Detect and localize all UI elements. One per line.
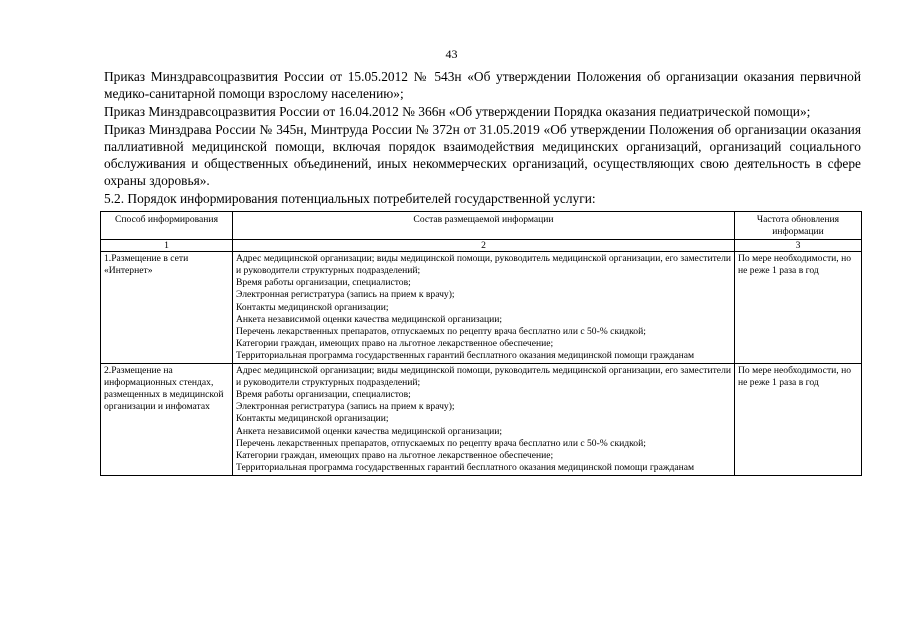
- content-line: Электронная регистратура (запись на прием к врачу);: [236, 401, 455, 413]
- content-line: Контакты медицинской организации;: [236, 413, 389, 425]
- paragraph-order-345n: Приказ Минздрава России № 345н, Минтруда России № 372н от 31.05.2019 «Об утверждении Положения об организации оказания паллиативной медицинской помощи, включая порядок взаимодействия медицинских организаций, организаций социального обслуживания и общественных объединений, иных некоммерческих организаций, осуществляющих свою деятельность в сфере охраны здоровья».: [104, 121, 861, 189]
- frequency-cell: По мере необходимости, но не реже 1 раза в год: [735, 252, 862, 364]
- table-row: [101, 364, 862, 476]
- paragraph-order-366n: Приказ Минздравсоцразвития России от 16.04.2012 № 366н «Об утверждении Порядка оказания педиатрической помощи»;: [104, 104, 811, 119]
- content-line: Адрес медицинской организации; виды медицинской помощи, руководитель медицинской организации, его заместители и руководители структурных подразделений;: [236, 365, 731, 389]
- table-row: [101, 252, 862, 364]
- section-heading-5-2: 5.2. Порядок информирования потенциальных потребителей государственной услуги:: [104, 191, 596, 207]
- content-line: Территориальная программа государственных гарантий бесплатного оказания медицинской помощи гражданам: [236, 461, 695, 473]
- intro-text: [104, 68, 861, 207]
- header-content: Состав размещаемой информации: [233, 212, 735, 240]
- table-header-row: [101, 212, 862, 240]
- content-line: Анкета независимой оценки качества медицинской организации;: [236, 425, 503, 437]
- column-number: 1: [101, 240, 233, 252]
- content-line: Территориальная программа государственных гарантий бесплатного оказания медицинской помощи гражданам: [236, 349, 695, 361]
- content-line: Контакты медицинской организации;: [236, 301, 389, 313]
- frequency-cell: По мере необходимости, но не реже 1 раза в год: [735, 364, 862, 476]
- content-line: Категории граждан, имеющих право на льготное лекарственное обеспечение;: [236, 449, 554, 461]
- content-line: Электронная регистратура (запись на прием к врачу);: [236, 289, 455, 301]
- content-line: Перечень лекарственных препаратов, отпускаемых по рецепту врача бесплатно или с 50-% скидкой;: [236, 437, 646, 449]
- page-number: 43: [445, 47, 458, 61]
- method-cell: 2.Размещение на информационных стендах, размещенных в медицинской организации и инфоматах: [101, 364, 233, 476]
- header-method: Способ информирования: [101, 212, 233, 240]
- content-line: Время работы организации, специалистов;: [236, 389, 411, 401]
- paragraph-order-543n: Приказ Минздравсоцразвития России от 15.05.2012 № 543н «Об утверждении Положения об организации оказания первичной медико-санитарной помощи взрослому населению»;: [104, 69, 861, 102]
- column-number: 2: [233, 240, 735, 252]
- content-line: Анкета независимой оценки качества медицинской организации;: [236, 313, 503, 325]
- method-cell: 1.Размещение в сети «Интернет»: [101, 252, 233, 364]
- content-line: Категории граждан, имеющих право на льготное лекарственное обеспечение;: [236, 337, 554, 349]
- content-line: Перечень лекарственных препаратов, отпускаемых по рецепту врача бесплатно или с 50-% скидкой;: [236, 325, 646, 337]
- content-cell: [233, 252, 735, 364]
- header-frequency: Частота обновления информации: [735, 212, 862, 240]
- column-number: 3: [735, 240, 862, 252]
- content-line: Время работы организации, специалистов;: [236, 277, 411, 289]
- information-table: [100, 211, 862, 476]
- content-line: Адрес медицинской организации; виды медицинской помощи, руководитель медицинской организации, его заместители и руководители структурных подразделений;: [236, 253, 731, 277]
- content-cell: [233, 364, 735, 476]
- column-number-row: [101, 240, 862, 252]
